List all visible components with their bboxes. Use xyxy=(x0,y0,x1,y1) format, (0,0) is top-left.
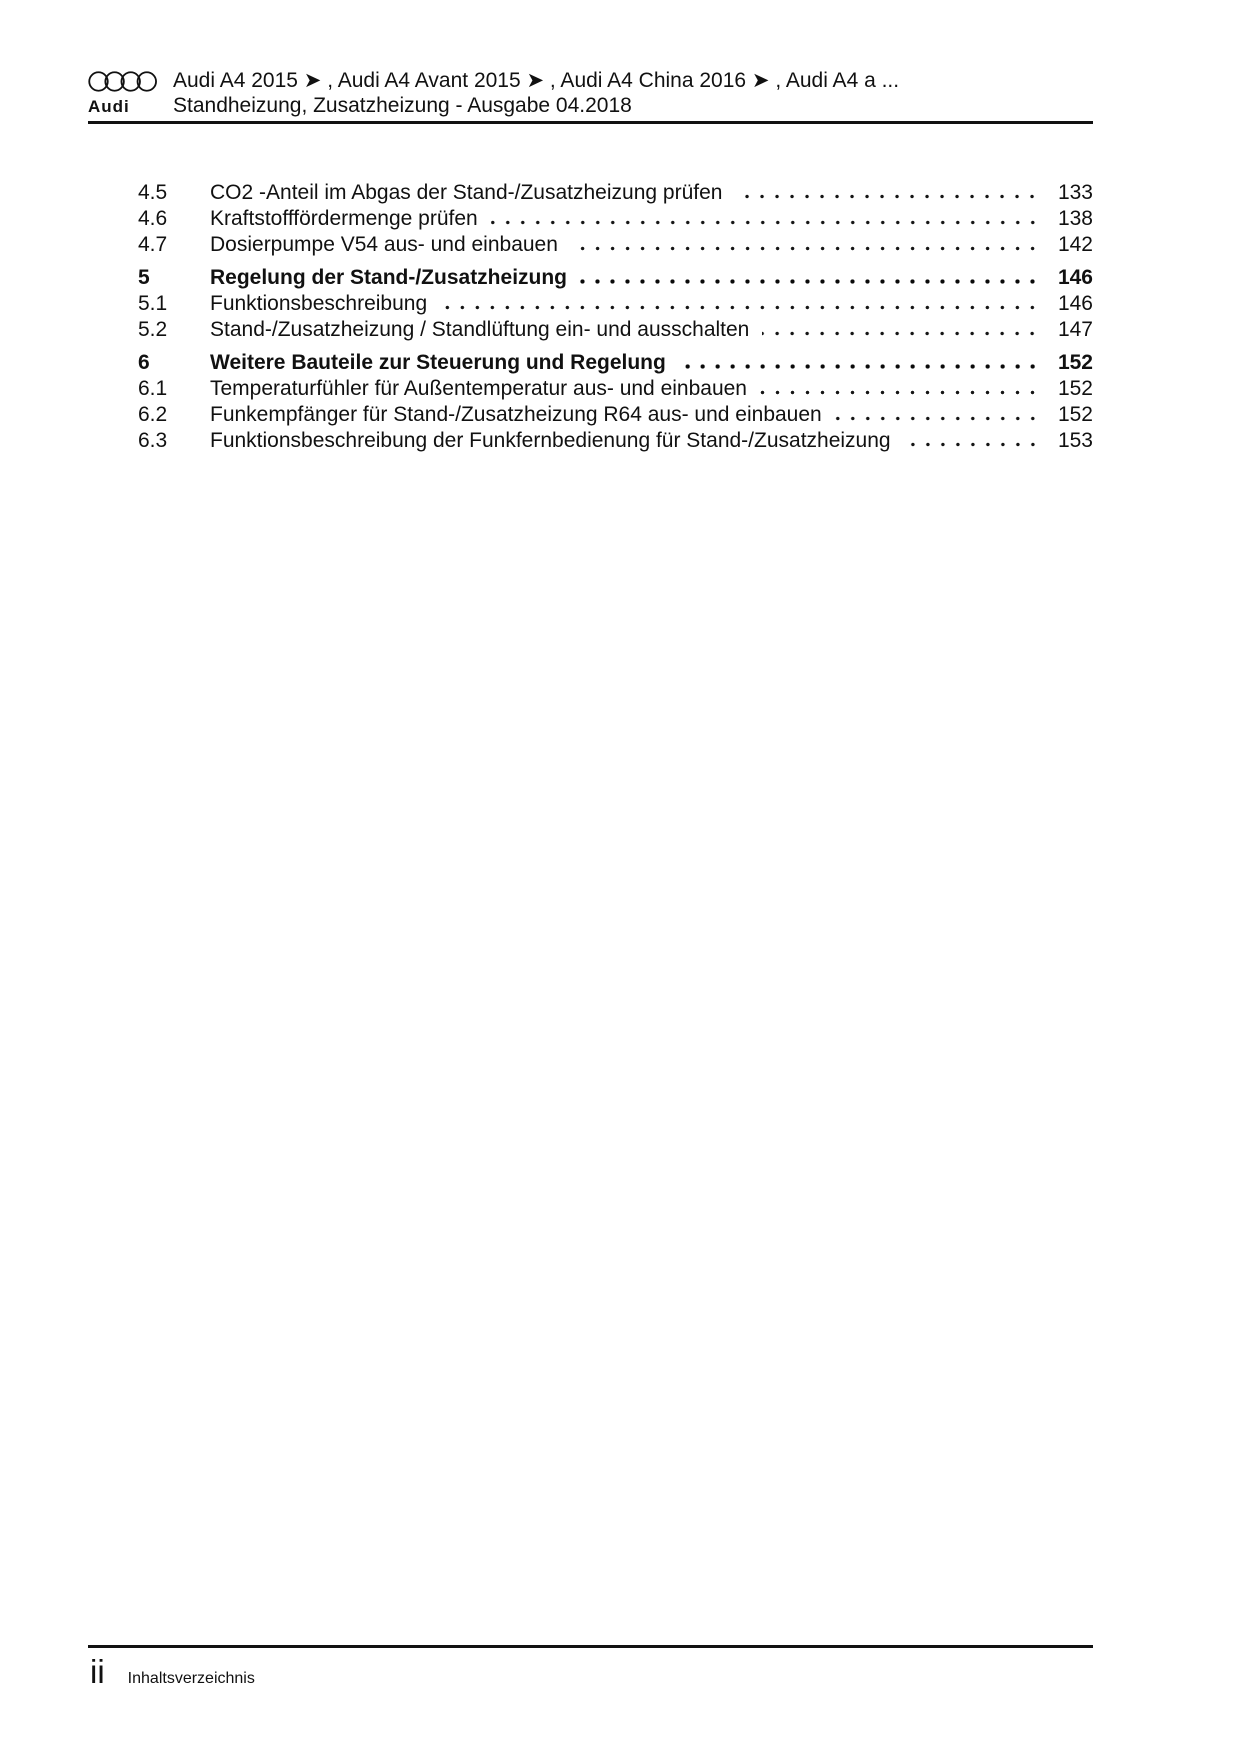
toc-dot-leader xyxy=(735,194,1040,199)
toc-page-number: 147 xyxy=(1057,318,1093,341)
toc-dot-leader xyxy=(760,390,1040,395)
toc-dot-leader xyxy=(904,442,1040,447)
toc-section-number: 4.5 xyxy=(138,181,168,204)
toc-section-number: 4.7 xyxy=(138,233,168,256)
toc-section-title: Dosierpumpe V54 aus- und einbauen xyxy=(210,233,558,256)
toc-page-number: 152 xyxy=(1057,377,1093,400)
toc-row xyxy=(138,206,1093,232)
toc-page-number: 146 xyxy=(1057,292,1093,315)
toc-section-title: Regelung der Stand-/Zusatzheizung xyxy=(210,266,568,289)
toc-dot-leader xyxy=(679,364,1040,369)
toc-section-number: 5.2 xyxy=(138,318,168,341)
toc-section-number: 6.1 xyxy=(138,377,168,400)
toc-dot-leader xyxy=(440,305,1040,310)
header-title-line: Standheizung, Zusatzheizung - Ausgabe 04.2018 xyxy=(173,94,632,117)
toc-row xyxy=(138,402,1093,428)
toc-row xyxy=(138,291,1093,317)
toc-page-number: 133 xyxy=(1057,181,1093,204)
footer-page-number: ii xyxy=(90,1653,105,1690)
header-model-line: Audi A4 2015 ➤ , Audi A4 Avant 2015 ➤ , Audi A4 China 2016 ➤ , Audi A4 a ... xyxy=(173,69,900,92)
toc-section-title: Weitere Bauteile zur Steuerung und Regelung xyxy=(210,351,666,374)
toc-section-title: Funktionsbeschreibung der Funkfernbedienung für Stand-/Zusatzheizung xyxy=(210,429,891,452)
page-header xyxy=(88,68,899,118)
toc-section-title: Temperaturfühler für Außentemperatur aus- und einbauen xyxy=(210,377,747,400)
toc-row xyxy=(138,180,1093,206)
toc-page-number: 153 xyxy=(1057,429,1093,452)
footer-section-label: Inhaltsverzeichnis xyxy=(127,1670,255,1687)
toc-dot-leader xyxy=(580,279,1040,284)
table-of-contents xyxy=(138,180,1093,454)
toc-page-number: 138 xyxy=(1057,207,1093,230)
toc-row xyxy=(138,376,1093,402)
toc-section-number: 5 xyxy=(138,266,150,289)
toc-row xyxy=(138,428,1093,454)
audi-rings-icon xyxy=(88,68,158,95)
toc-section-title: Stand-/Zusatzheizung / Standlüftung ein- und ausschalten xyxy=(210,318,750,341)
toc-section-title: Funktionsbeschreibung xyxy=(210,292,428,315)
toc-row-chapter xyxy=(138,265,1093,291)
page-footer xyxy=(90,1654,255,1690)
toc-page-number: 152 xyxy=(1057,403,1093,426)
footer-rule xyxy=(88,1645,1093,1648)
toc-section-title: Kraftstofffördermenge prüfen xyxy=(210,207,478,230)
toc-dot-leader xyxy=(762,331,1040,336)
toc-page-number: 142 xyxy=(1057,233,1093,256)
toc-page-number: 146 xyxy=(1057,266,1093,289)
toc-row xyxy=(138,317,1093,343)
audi-logo xyxy=(88,68,158,117)
toc-section-number: 6 xyxy=(138,351,150,374)
toc-section-number: 6.3 xyxy=(138,429,168,452)
audi-wordmark: Audi xyxy=(88,97,130,116)
toc-section-number: 6.2 xyxy=(138,403,168,426)
toc-dot-leader xyxy=(491,220,1040,225)
toc-section-number: 4.6 xyxy=(138,207,168,230)
toc-row xyxy=(138,232,1093,258)
toc-dot-leader xyxy=(835,416,1040,421)
toc-page-number: 152 xyxy=(1057,351,1093,374)
toc-section-title: Funkempfänger für Stand-/Zusatzheizung R64 aus- und einbauen xyxy=(210,403,822,426)
toc-dot-leader xyxy=(571,246,1040,251)
header-rule xyxy=(88,121,1093,124)
toc-section-number: 5.1 xyxy=(138,292,168,315)
toc-row-chapter xyxy=(138,350,1093,376)
toc-section-title: CO2 -Anteil im Abgas der Stand-/Zusatzheizung prüfen xyxy=(210,181,723,204)
header-text xyxy=(173,68,899,118)
